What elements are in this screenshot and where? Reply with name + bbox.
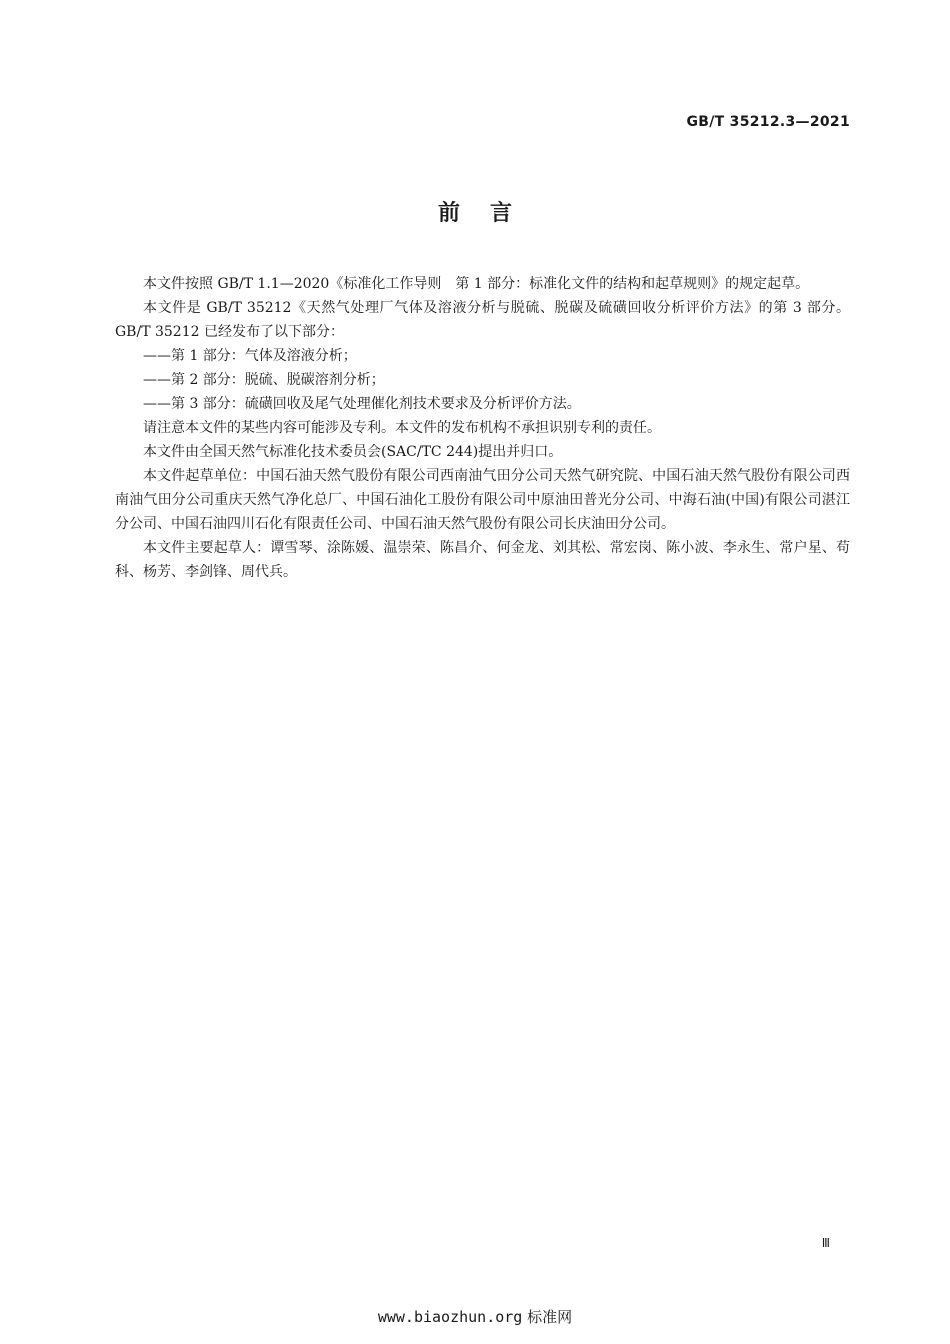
- footer-url[interactable]: www.biaozhun.org: [377, 1308, 523, 1326]
- list-item-part-3: ——第 3 部分：硫磺回收及尾气处理催化剂技术要求及分析评价方法。: [143, 396, 581, 412]
- footer-watermark: [0, 1306, 950, 1327]
- list-item-part-2: ——第 2 部分：脱硫、脱碳溶剂分析；: [143, 372, 385, 388]
- paragraph-drafters: 本文件主要起草人：谭雪琴、涂陈媛、温崇荣、陈昌介、何金龙、刘其松、常宏岗、陈小波、李永生、常户星、苟科、杨芳、李剑锋、周代兵。: [115, 540, 850, 580]
- page-title: 前言: [437, 201, 542, 226]
- paragraph-series-intro: 本文件是 GB/T 35212《天然气处理厂气体及溶液分析与脱硫、脱碳及硫磺回收分析评价方法》的第 3 部分。GB/T 35212 已经发布了以下部分：: [115, 300, 850, 340]
- footer-site-name: 标准网: [527, 1308, 573, 1326]
- paragraph-drafting-rules: 本文件按照 GB/T 1.1—2020《标准化工作导则 第 1 部分：标准化文件的结构和起草规则》的规定起草。: [143, 276, 810, 292]
- paragraph-committee: 本文件由全国天然气标准化技术委员会(SAC/TC 244)提出并归口。: [143, 444, 563, 460]
- foreword-body: [115, 272, 850, 584]
- paragraph-drafting-units: 本文件起草单位：中国石油天然气股份有限公司西南油气田分公司天然气研究院、中国石油天然气股份有限公司西南油气田分公司重庆天然气净化总厂、中国石油化工股份有限公司中原油田普光分公司、中海石油(中国)有限公司湛江分公司、中国石油四川石化有限责任公司、中国石油天然气股份有限公司长庆油田分公司。: [115, 468, 850, 532]
- standard-number: GB/T 35212.3—2021: [686, 114, 850, 130]
- list-item-part-1: ——第 1 部分：气体及溶液分析；: [143, 348, 357, 364]
- page-number: Ⅲ: [821, 1236, 830, 1250]
- paragraph-patent-notice: 请注意本文件的某些内容可能涉及专利。本文件的发布机构不承担识别专利的责任。: [143, 420, 661, 436]
